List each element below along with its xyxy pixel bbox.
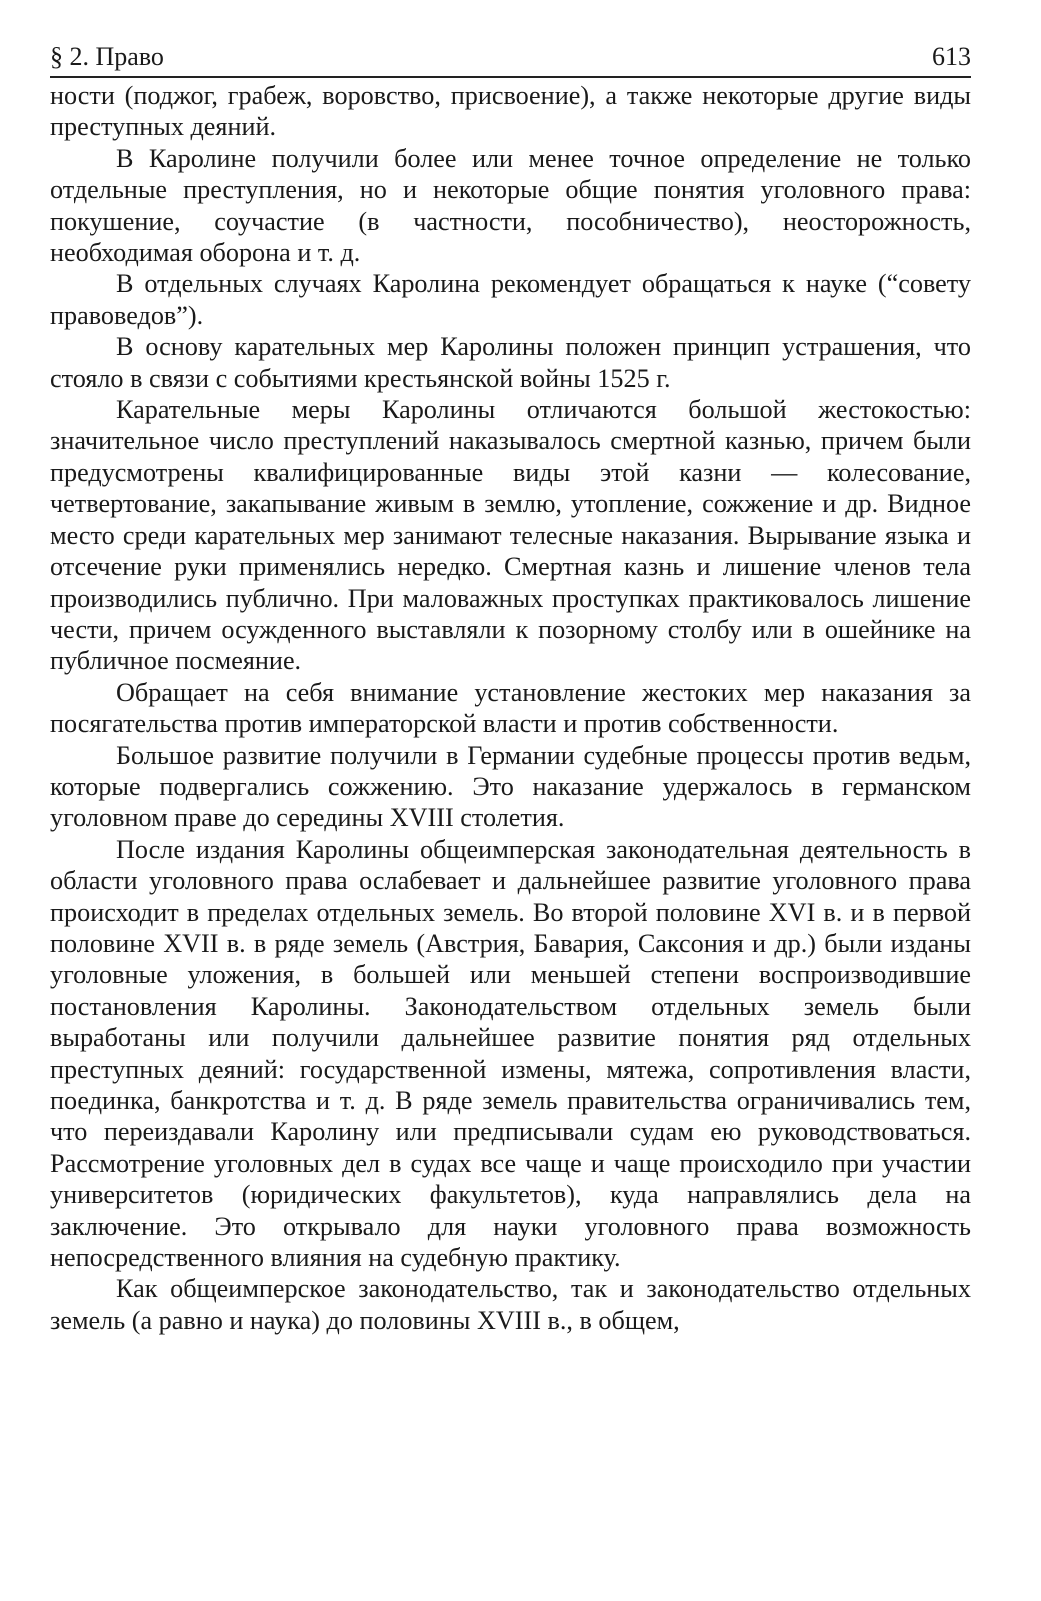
paragraph: Большое развитие получили в Германии судебные процессы против ведьм, которые подвергались сожжению. Это наказание удержалось в германском уголовном праве до середины XVIII столетия. (50, 740, 971, 833)
section-title: § 2. Право (50, 42, 164, 71)
paragraph: В Каролине получили более или менее точное определение не только отдельные преступления, но и некоторые общие понятия уголовного права: покушение, соучастие (в частности, пособничество), неосторожность, необходимая оборона и т. д. (50, 143, 971, 268)
running-head (50, 40, 971, 78)
book-page (50, 40, 971, 1336)
page-number: 613 (932, 42, 971, 71)
body-text (50, 80, 971, 1336)
paragraph: Карательные меры Каролины отличаются большой жестокостью: значительное число преступлений наказывалось смертной казнью, причем были предусмотрены квалифицированные виды этой казни — колесование, четвертование, закапывание живым в землю, утопление, сожжение и др. Видное место среди карательных мер занимают телесные наказания. Вырывание языка и отсечение руки применялись нередко. Смертная казнь и лишение членов тела производились публично. При маловажных проступках практиковалось лишение чести, причем осужденного выставляли к позорному столбу или в ошейнике на публичное посмеяние. (50, 395, 971, 676)
paragraph: Обращает на себя внимание установление жестоких мер наказания за посягательства против императорской власти и против собственности. (50, 677, 971, 739)
paragraph: Как общеимперское законодательство, так и законодательство отдельных земель (а равно и наука) до половины XVIII в., в общем, (50, 1274, 971, 1335)
paragraph: После издания Каролины общеимперская законодательная деятельность в области уголовного права ослабевает и дальнейшее развитие уголовного права происходит в пределах отдельных земель. Во второй половине XVI в. и в первой половине XVII в. в ряде земель (Австрия, Бавария, Саксония и др.) были изданы уголовные уложения, в большей или меньшей степени воспроизводившие постановления Каролины. Законодательством отдельных земель были выработаны или получили дальнейшее развитие понятия ряд отдельных преступных деяний: государственной измены, мятежа, сопротивления власти, поединка, банкротства и т. д. В ряде земель правительства ограничивались тем, что переиздавали Каролину или предписывали судам ею руководствоваться. Рассмотрение уголовных дел в судах все чаще и чаще происходило при участии университетов (юридических факультетов), куда направлялись дела на заключение. Это открывало для науки уголовного права возможность непосредственного влияния на судебную практику. (50, 834, 971, 1273)
paragraph: В отдельных случаях Каролина рекомендует обращаться к науке (“совету правоведов”). (50, 269, 971, 330)
paragraph: ности (поджог, грабеж, воровство, присвоение), а также некоторые другие виды преступных деяний. (50, 81, 971, 142)
paragraph: В основу карательных мер Каролины положен принцип устрашения, что стояло в связи с событиями крестьянской войны 1525 г. (50, 332, 971, 393)
